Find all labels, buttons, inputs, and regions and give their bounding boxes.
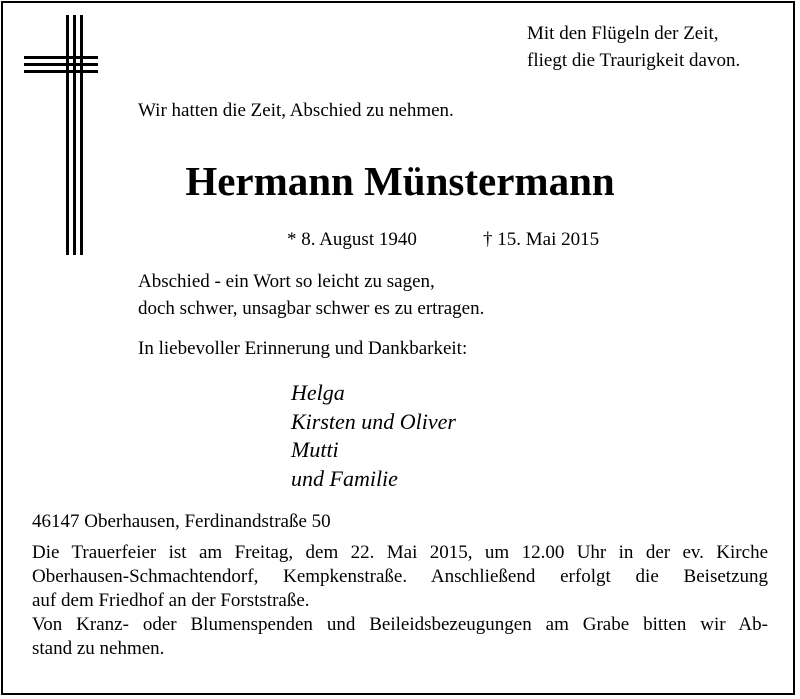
poem-line: doch schwer, unsagbar schwer es zu ertragen. [138, 298, 485, 319]
intro-text: Wir hatten die Zeit, Abschied zu nehmen. [138, 100, 454, 121]
death-date: † 15. Mai 2015 [483, 229, 600, 250]
memory-line: In liebevoller Erinnerung und Dankbarkeit: [138, 338, 468, 359]
mourner: Mutti [291, 437, 339, 462]
motto [527, 20, 740, 74]
mourner: und Familie [291, 465, 398, 491]
address: 46147 Oberhausen, Ferdinandstraße 50 [32, 511, 331, 532]
deceased-name: Hermann Münstermann [185, 158, 615, 204]
mourner: Kirsten und Oliver [291, 408, 456, 434]
notice-line: stand zu nehmen. [32, 638, 165, 659]
motto-line: Mit den Flügeln der Zeit, [527, 23, 719, 44]
notice-line: Oberhausen-Schmachtendorf, Kempkenstraße. Anschließend erfolgt die Beisetzung [32, 566, 768, 587]
notice-line: Die Trauerfeier ist am Freitag, dem 22. Mai 2015, um 12.00 Uhr in der ev. Kirche [32, 542, 768, 563]
poem [138, 268, 484, 322]
notice-line: Von Kranz- oder Blumenspenden und Beileidsbezeugungen am Grabe bitten wir Ab- [32, 614, 768, 635]
notice-line: auf dem Friedhof an der Forststraße. [32, 590, 310, 611]
cross-icon [24, 15, 98, 255]
mourner: Helga [291, 380, 345, 405]
poem-line: Abschied - ein Wort so leicht zu sagen, [138, 271, 435, 292]
mourners-list [291, 379, 456, 493]
funeral-notice [32, 541, 768, 661]
birth-date: * 8. August 1940 [287, 229, 417, 250]
motto-line: fliegt die Traurigkeit davon. [527, 50, 741, 71]
